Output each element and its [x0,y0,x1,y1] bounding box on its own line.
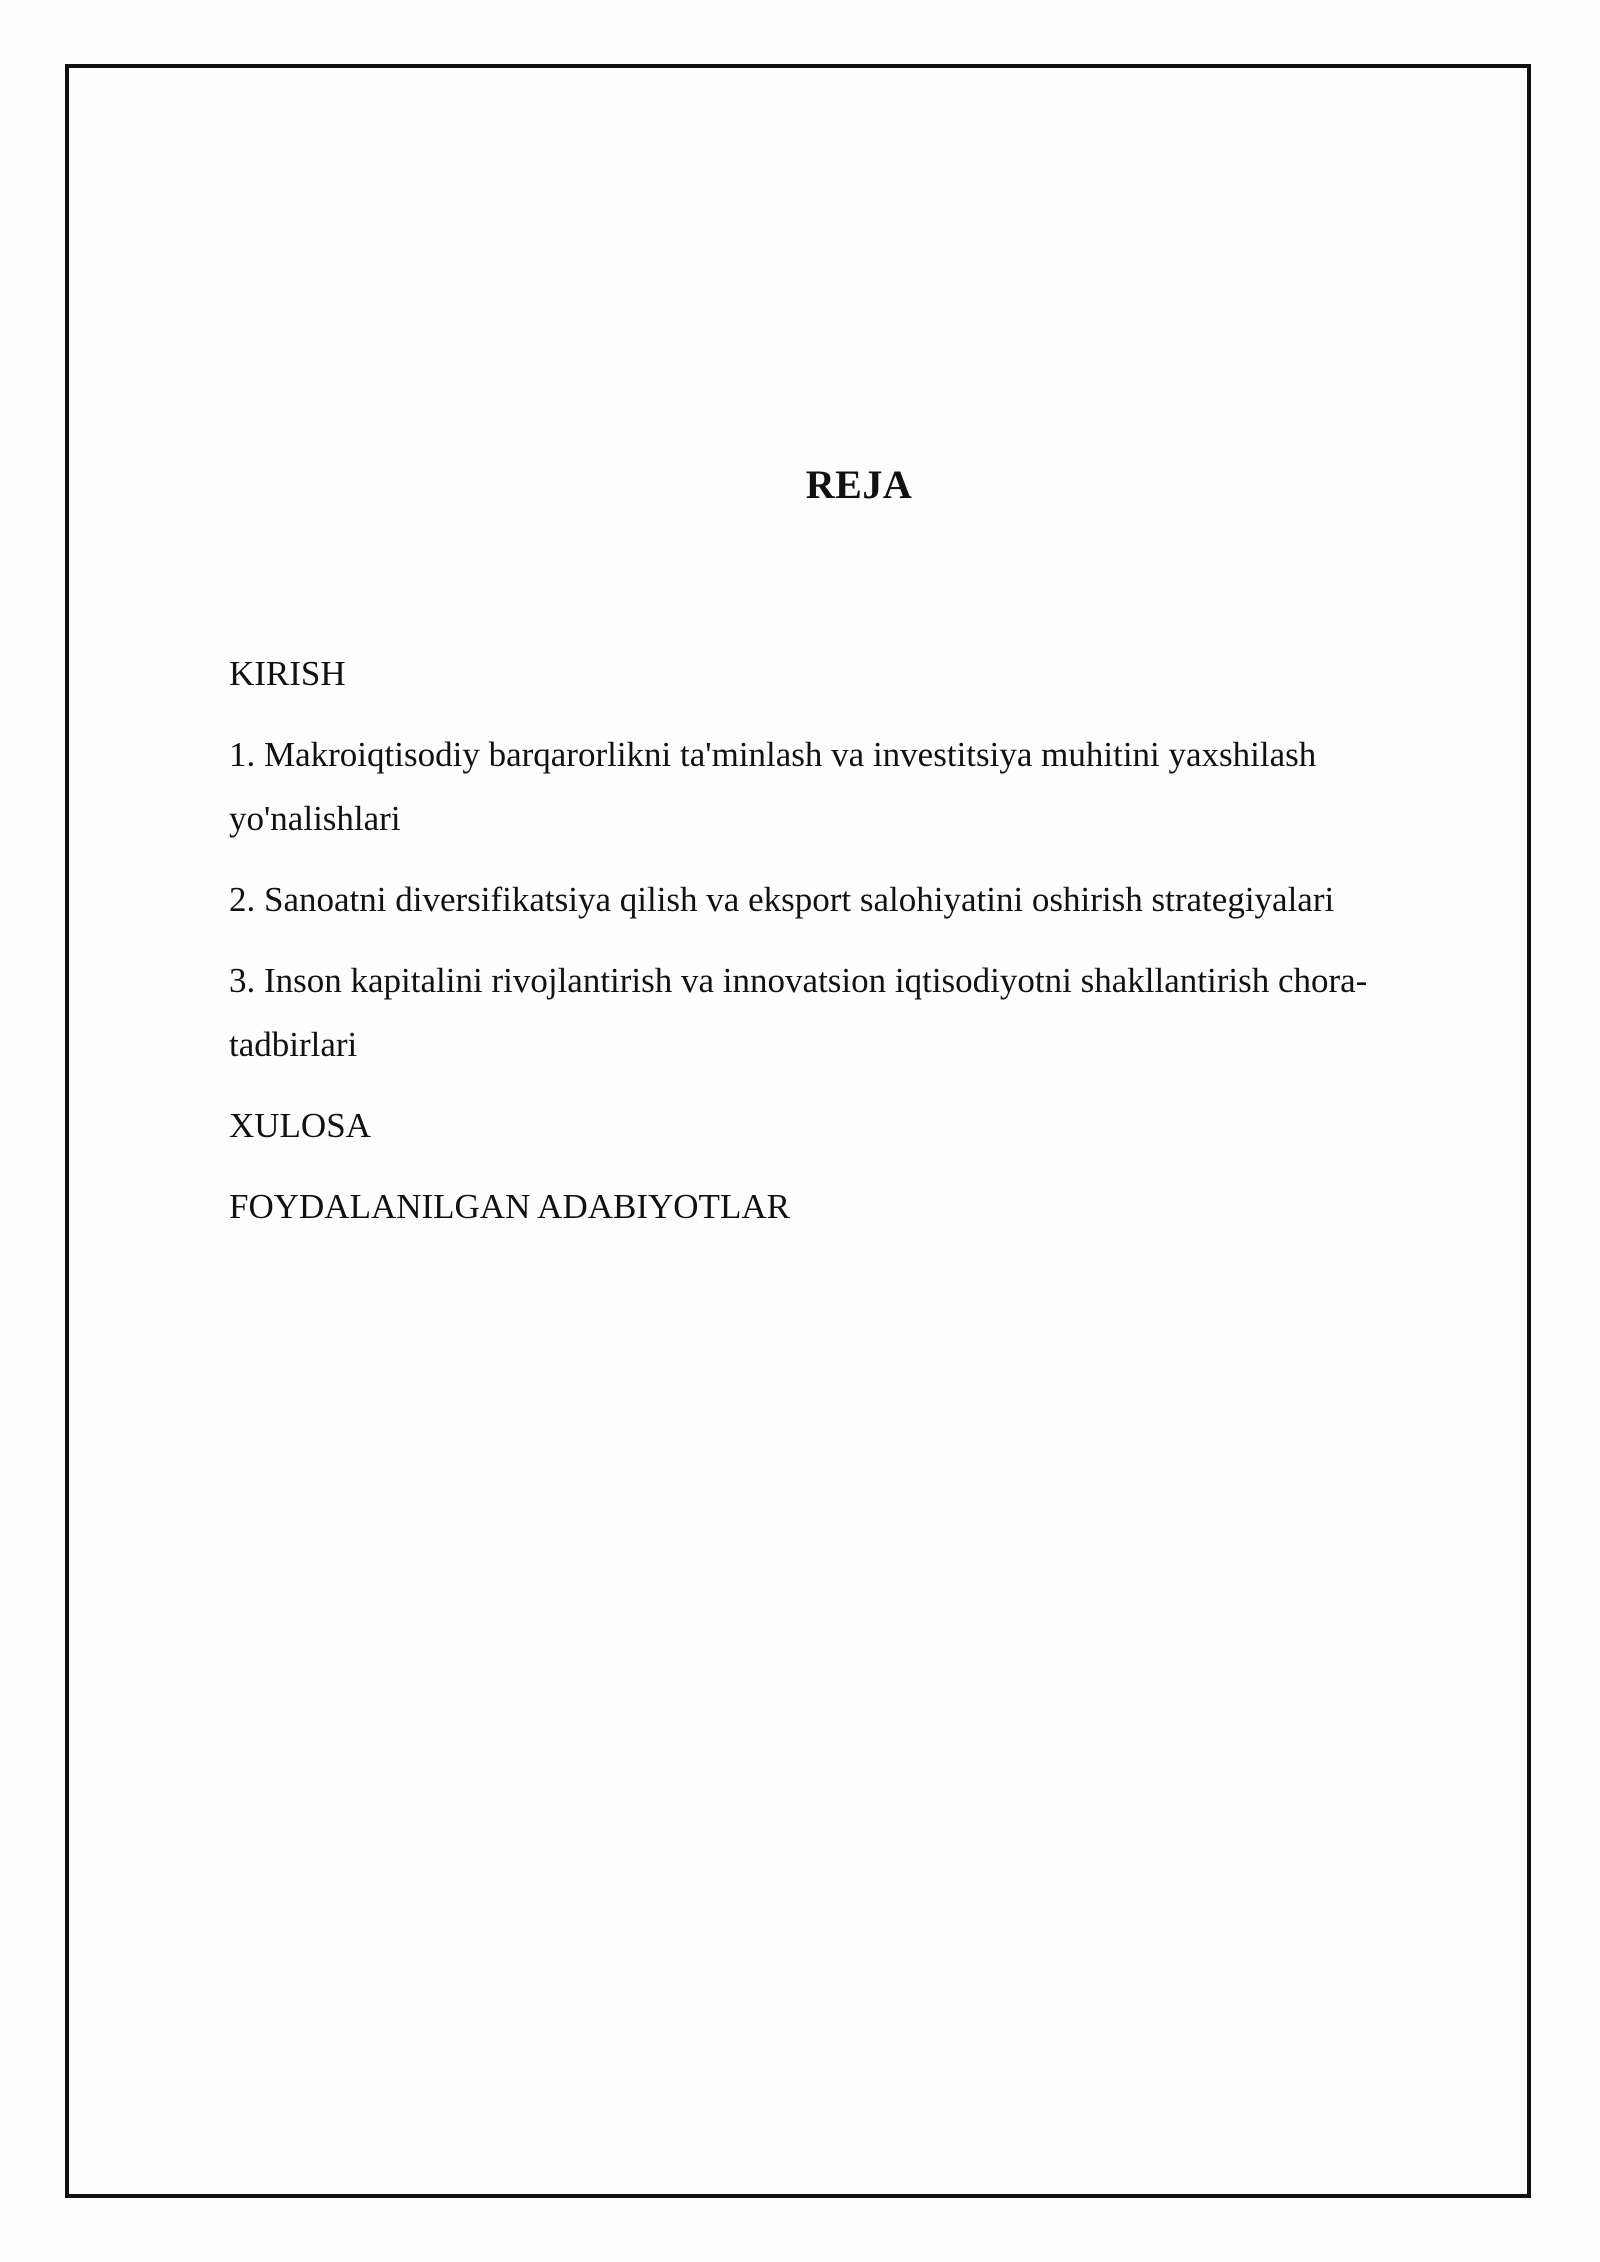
page-title: REJA [805,462,913,507]
toc-item-section-3: 3. Inson kapitalini rivojlantirish va innovatsion iqtisodiyotni shakllantirish chora-tadbirlari [229,961,1368,1064]
toc-item-references: FOYDALANILGAN ADABIYOTLAR [229,1187,790,1226]
table-of-contents [229,642,1469,1256]
toc-item-introduction: KIRISH [229,654,346,693]
toc-item-section-1: 1. Makroiqtisodiy barqarorlikni ta'minlash va investitsiya muhitini yaxshilash yo'nalishlari [229,735,1317,838]
toc-item-conclusion: XULOSA [229,1106,371,1145]
toc-item-section-2: 2. Sanoatni diversifikatsiya qilish va eksport salohiyatini oshirish strategiyalari [229,880,1335,919]
